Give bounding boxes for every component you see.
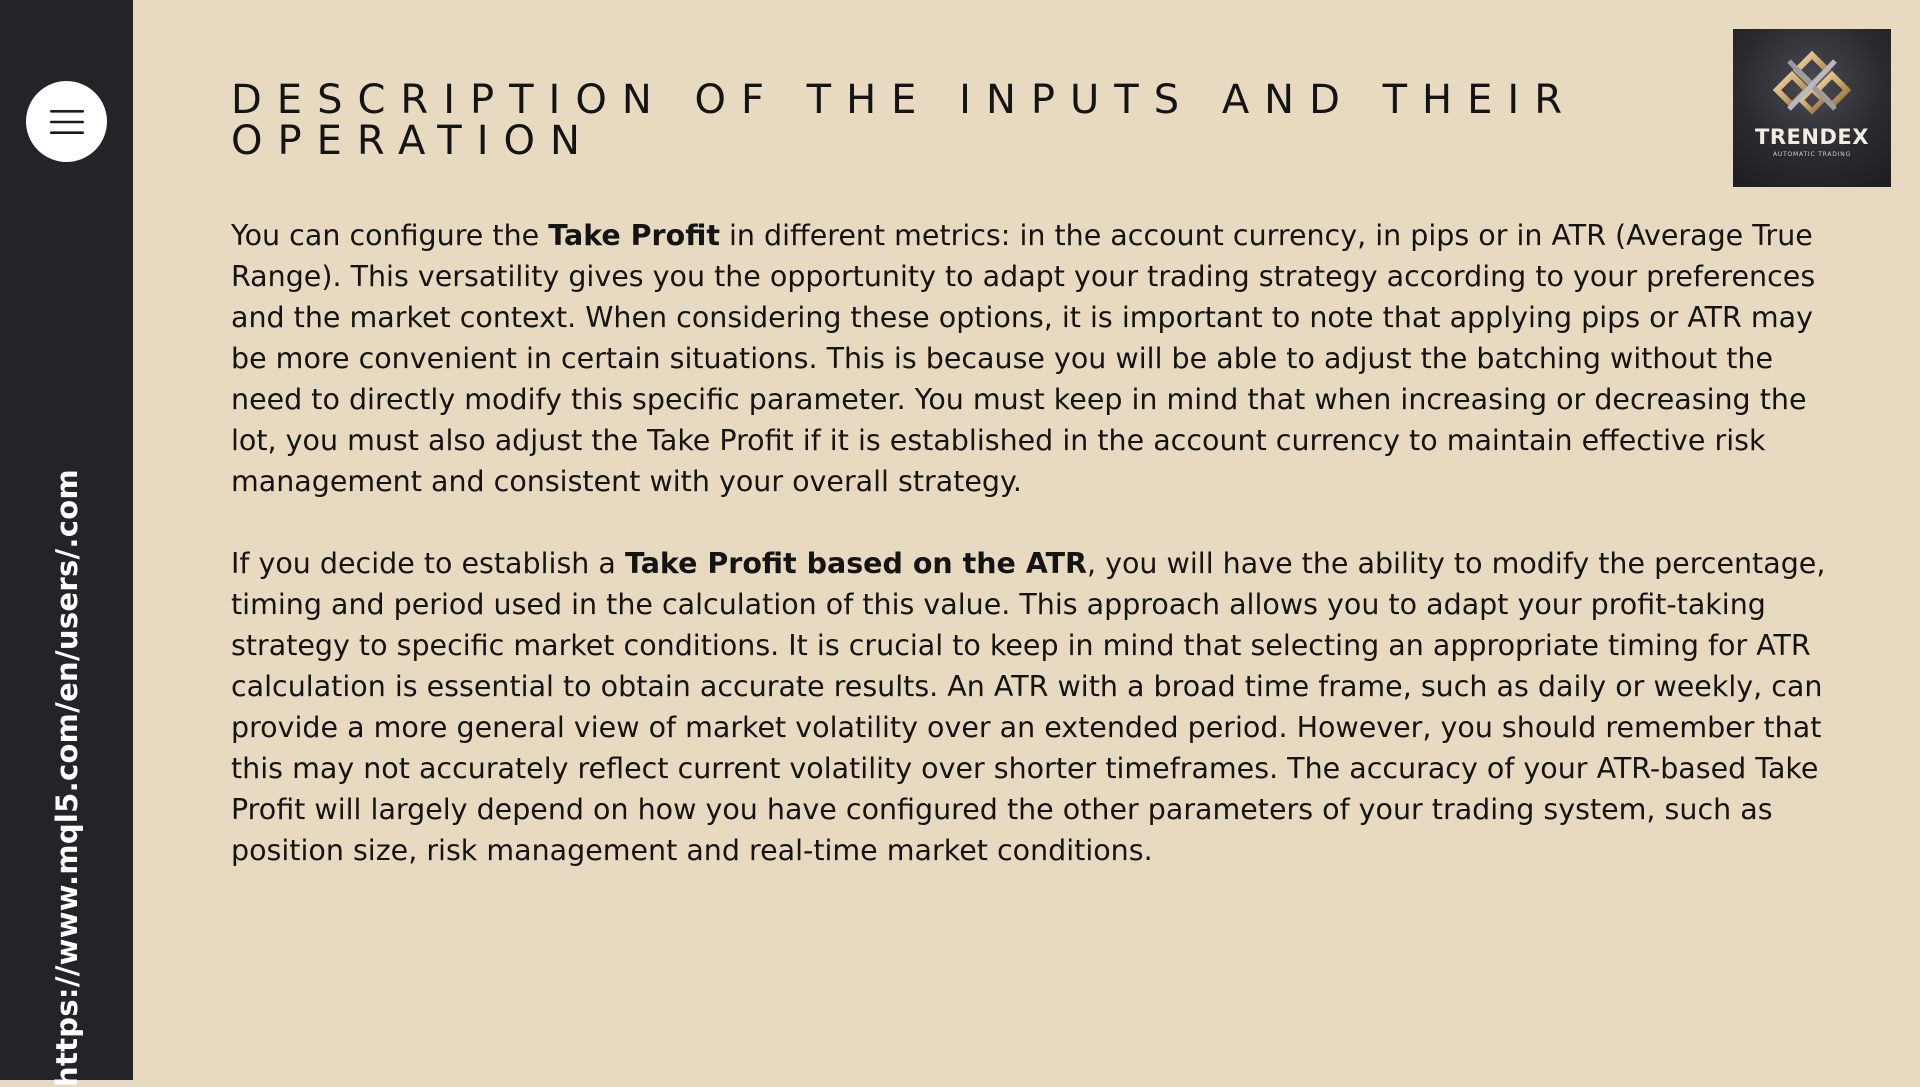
sidebar	[0, 0, 133, 1087]
page-title: DESCRIPTION OF THE INPUTS AND THEIR OPERATION	[231, 77, 1577, 164]
logo-title: TRENDEX	[1755, 125, 1869, 149]
trendex-logo-mark	[1771, 49, 1853, 121]
logo-subtitle: AUTOMATIC TRADING	[1772, 151, 1852, 158]
paragraph-bold-text: Take Profit	[548, 219, 720, 252]
paragraph-take-profit-metrics	[231, 215, 1831, 502]
paragraph-text: , you will have the ability to modify the percentage, timing and period used in the calculation of this value. This approach allows you to adapt your profit-taking strategy to specific market conditions. It is crucial to keep in mind that selecting an appropriate timing for ATR calculation is essential to obtain accurate results. An ATR with a broad time frame, such as daily or weekly, can provide a more general view of market volatility over an extended period. However, you should remember that this may not accurately reflect current volatility over shorter timeframes. The accuracy of your ATR-based Take Profit will largely depend on how you have configured the other parameters of your trading system, such as position size, risk management and real-time market conditions.	[231, 547, 1826, 867]
sidebar-url-link[interactable]: https://www.mql5.com/en/users/.com	[50, 469, 84, 1087]
menu-button[interactable]	[26, 81, 107, 162]
hamburger-menu-icon	[50, 109, 84, 135]
brand-logo	[1733, 29, 1891, 187]
paragraph-take-profit-atr	[231, 543, 1831, 871]
paragraph-text: If you decide to establish a	[231, 547, 625, 580]
paragraph-text: You can configure the	[231, 219, 549, 252]
paragraph-bold-text: Take Profit based on the ATR	[624, 547, 1088, 580]
paragraph-text: in different metrics: in the account currency, in pips or in ATR (Average True Range). This versatility gives you the opportunity to adapt your trading strategy according to your preferences and the market context. When considering these options, it is important to note that applying pips or ATR may be more convenient in certain situations. This is because you will be able to adjust the batching without the need to directly modify this specific parameter. You must keep in mind that when increasing or decreasing the lot, you must also adjust the Take Profit if it is established in the account currency to maintain effective risk management and consistent with your overall strategy.	[231, 219, 1816, 498]
content-body	[231, 215, 1831, 912]
